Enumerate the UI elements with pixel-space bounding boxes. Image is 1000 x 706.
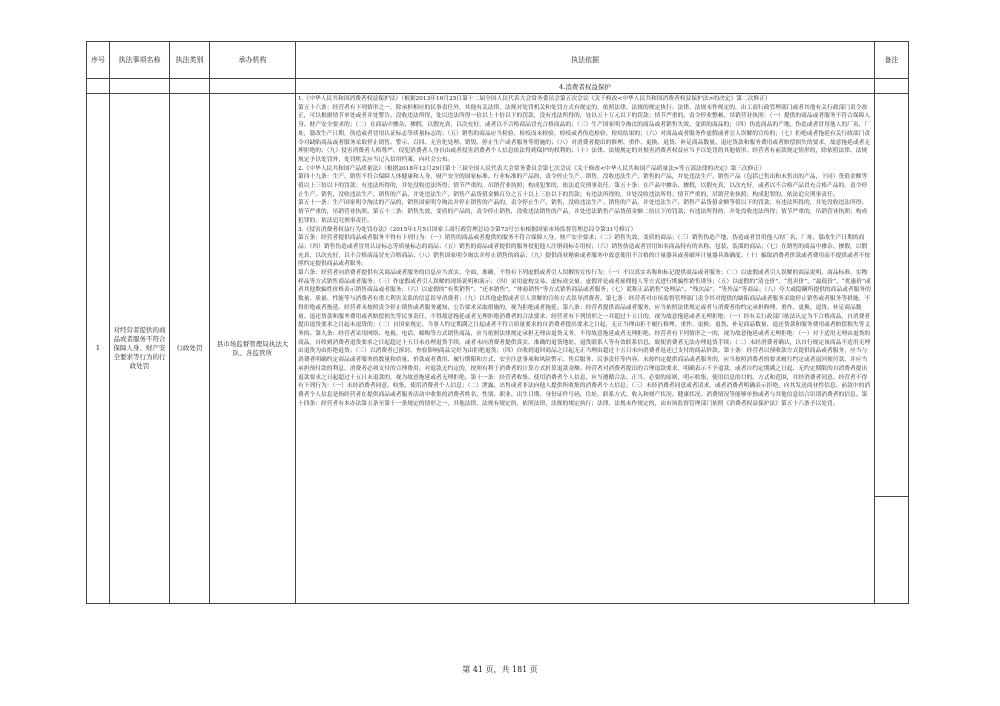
basis-paragraph: 第五十一条：生产国家明令淘汰的产品的，销售国家明令淘汰并停止销售的产品的，责令停止生产、销售，没收违法生产、销售的产品，并处违法生产、销售产品货值金额等值以下的罚款；有违法所得的，并处没收违法所得；情节严重的，吊销营业执照。第五十二条：销售失效、变质的产品的，责令停止销售，没收违法销售的产品，并处违法销售产品货值金额二倍以下的罚款；有违法所得的，并处没收违法所得；情节严重的，吊销营业执照；构成犯罪的，依法追究刑事责任。 [298, 200, 868, 224]
header-item-name: 执法事项名称 [110, 42, 170, 79]
row-basis [296, 94, 875, 604]
basis-paragraph: 第四十九条：生产、销售不符合保障人体健康和人身、财产安全的国家标准、行业标准的产品的，责令停止生产、销售，没收违法生产、销售的产品，并处违法生产、销售产品（包括已售出和未售出的产品，下同）货值金额等值以上三倍以下的罚款；有违法所得的，并处没收违法所得；情节严重的，吊销营业执照；构成犯罪的，依法追究刑事责任。第五十条：在产品中掺杂、掺假，以假充真，以次充好，或者以不合格产品冒充合格产品的，责令停止生产、销售，没收违法生产、销售的产品，并处违法生产、销售产品货值金额百分之五十以上三倍以下的罚款；有违法所得的，并处没收违法所得；情节严重的，吊销营业执照；构成犯罪的，依法追究刑事责任。 [298, 174, 868, 198]
row-category: 行政处罚 [170, 94, 210, 604]
basis-paragraph: 第五十六条：经营者有下列情形之一，除承担相应的民事责任外，其他有关法律、法规对处罚机关和处罚方式有规定的，依照法律、法规的规定执行；法律、法规未作规定的，由工商行政管理部门或者其他有关行政部门责令改正，可以根据情节单处或者并处警告、没收违法所得、处以违法所得一倍以上十倍以下的罚款，没有违法所得的，处以五十万元以下的罚款；情节严重的，责令停业整顿、吊销营业执照：（一）提供的商品或者服务不符合保障人身、财产安全要求的；（二）在商品中掺杂、掺假，以假充真，以次充好，或者以不合格商品冒充合格商品的；（三）生产国家明令淘汰的商品或者销售失效、变质的商品的；（四）伪造商品的产地，伪造或者冒用他人的厂名、厂址，篡改生产日期，伪造或者冒用认证标志等质量标志的；（五）销售的商品应当检验、检疫而未检验、检疫或者伪造检验、检疫结果的；（六）对商品或者服务作虚假或者引人误解的宣传的；（七）拒绝或者拖延有关行政部门责令对缺陷商品或者服务采取停止销售、警示、召回、无害化处理、销毁、停止生产或者服务等措施的；（八）对消费者提出的修理、重作、更换、退货、补足商品数量、退还货款和服务费用或者赔偿损失的要求，故意拖延或者无理拒绝的；（九）侵害消费者人格尊严、侵犯消费者人身自由或者侵害消费者个人信息依法得到保护的权利的；（十）法律、法规规定的对损害消费者权益应当予以处罚的其他情形。经营者有前款规定情形的，除依照法律、法规规定予以处罚外，处罚机关应当记入信用档案，向社会公布。 [298, 104, 871, 163]
header-row [87, 42, 909, 79]
section-row [87, 79, 909, 94]
enforcement-table [86, 41, 909, 604]
page-number: 第 41 页，共 181 页 [462, 665, 538, 674]
row-agency: 县市场监督管理局执法大队、各监管所 [210, 94, 296, 604]
header-agency: 承办机构 [210, 42, 296, 79]
row-remark [875, 497, 909, 604]
row-seq: 1 [87, 94, 110, 604]
header-remark: 备注 [875, 42, 909, 79]
basis-paragraph: 第五条：经营者提供商品或者服务不得有下列行为：（一）销售的商品或者提供的服务不符合保障人身、财产安全要求；（二）销售失效、变质的商品；（三）销售伪造产地、伪造或者冒用他人的厂名、厂址、篡改生产日期的商品；（四）销售伪造或者冒用认证标志等质量标志的商品；（五）销售的商品或者提供的服务侵犯他人注册商标专用权；（六）销售伪造或者冒用知名商品特有的名称、包装、装潢的商品；（七）在销售的商品中掺杂、掺假，以假充真，以次充好，以不合格商品冒充合格商品；（八）销售国家明令淘汰并停止销售的商品；（九）提供商业秘密或者服务中故意使用不合格的计量器具或者破坏计量器具准确度；（十）骗取消费者价款或者费用而不提供或者不按照约定提供商品或者服务。 [298, 235, 871, 268]
row-remark [875, 94, 909, 497]
header-category: 执法类别 [170, 42, 210, 79]
header-seq: 序号 [87, 42, 110, 79]
basis-paragraph: 第六条：经营者向消费者提供有关商品或者服务的信息应当真实、全面、准确，不得有下列虚假或者引人误解的宣传行为：（一）不以真实名称和标记提供商品或者服务；（二）以虚假或者引人误解的商品说明、商品标准、实物样品等方式销售商品或者服务；（三）作虚假或者引人误解的现场说明和演示；（四）采用虚构交易、虚标成交量、虚假评论或者雇佣他人等方式进行欺骗性销售诱导；（五）以虚假的“清仓价”、“甩卖价”、“最低价”、“优惠价”或者其他欺骗性价格表示销售商品或者服务；（六）以虚假的“有奖销售”、“还本销售”、“体验销售”等方式销售商品或者服务；（七）谎称正品销售“处理品”、“残次品”、“等外品”等商品；（八）夸大或隐瞒所提供的商品或者服务的数量、质量、性能等与消费者有重大利害关系的信息误导消费者；（九）以其他虚假或者引人误解的宣传方式误导消费者。第七条：经营者对市场监督管理部门责令其对提供的缺陷商品或者服务采取停止销售或者服务等措施，不得拒绝或者拖延。经营者未按照责令停止销售或者服务通知、公告要求采取措施的，视为拒绝或者拖延。第八条：经营者提供商品或者服务，应当依照法律规定或者与消费者的约定承担修理、重作、更换、退货、补足商品数量、退还货款和服务费用或者赔偿损失等民事责任，不得故意拖延或者无理拒绝消费者的合法要求。经营者有下列情形之一并超过十五日的，视为故意拖延或者无理拒绝：（一）经有关行政部门依法认定为不合格商品，自消费者提出退货要求之日起未退货的；（二）自国家规定、当事人约定期满之日起或者不符合质量要求的自消费者提出要求之日起，无正当理由拒不履行修理、重作、更换、退货、补足商品数量、退还货款和服务费用或者赔偿损失等义务的。第九条：经营者采用网络、电视、电话、邮购等方式销售商品，应当依照法律规定承担无理由退货义务，不得故意拖延或者无理拒绝。经营者有下列情形之一的，视为故意拖延或者无理拒绝：（一）对于适用无理由退货的商品，自收到消费者退货要求之日起超过十五日未办理退货手续，或者未向消费者提供真实、准确的退货地址、退货联系人等有效联系信息，致使消费者无法办理退货手续；（二）未经消费者确认，以自行规定该商品不适用无理由退货为由拒绝退货；（三）以消费者已拆封、查验影响商品完好为由拒绝退货；（四）自收到退回商品之日起无正当理由超过十五日未向消费者返还已支付的商品价款。第十条：经营者以预收款方式提供商品或者服务，应当与消费者明确约定商品或者服务的数量和质量、价款或者费用、履行期限和方式、安全注意事项和风险警示、售后服务、民事责任等内容。未按约定提供商品或者服务的，应当按照消费者的要求履行约定或者退回预付款，并应当承担预付款的利息、消费者必须支付的合理费用。对退款无约定的，按照有利于消费者的计算方式折算退款金额。经营者对消费者提出的合理退款要求，明确表示不予退款，或者自约定期满之日起、无约定期限的自消费者提出退款要求之日起超过十五日未退款的，视为故意拖延或者无理拒绝。第十一条：经营者收集、使用消费者个人信息，应当遵循合法、正当、必要的原则，明示收集、使用信息的目的、方式和范围，并经消费者同意。经营者不得有下列行为：（一）未经消费者同意，收集、使用消费者个人信息；（二）泄露、出售或者非法向他人提供所收集的消费者个人信息；（三）未经消费者同意或者请求，或者消费者明确表示拒绝，向其发送商业性信息。前款中的消费者个人信息是指经营者在提供商品或者服务活动中收集的消费者姓名、性别、职业、出生日期、身份证件号码、住址、联系方式、收入和财产状况、健康状况、消费情况等能够单独或者与其他信息结合识别消费者的信息。第十四条：经营者有本办法第五条至第十一条规定的情形之一，其他法律、法规有规定的，依照法律、法规的规定执行；法律、法规未作规定的，由市场监督管理部门依照《消费者权益保护法》第五十六条予以处罚。 [298, 270, 871, 407]
basis-paragraph: 2.《中华人民共和国产品质量法》（根据2018年12月29日第十三届全国人民代表大会常务委员会第七次会议《关于修改<中华人民共和国产品质量法>等五部法律的决定》第三次修正） [298, 165, 766, 172]
basis-paragraph: 3.《侵害消费者权益行为处罚办法》（2015年1月5日国家工商行政管理总局令第73号公布根据国家市场监督管理总局令第31号修订） [298, 226, 637, 233]
basis-paragraph: 1.《中华人民共和国消费者权益保护法》（根据2013年10月25日第十二届全国人民代表大会常务委员会第五次会议《关于修改<中华人民共和国消费者权益保护法>的决定》第二次修正） [298, 96, 771, 102]
row-item-name: 对经营者提供的商品或者服务不符合保障人身、财产安全要求等行为的行政处罚 [110, 94, 170, 604]
section-title: 4.消费者权益保护 [296, 79, 875, 94]
header-basis: 执法依据 [296, 42, 875, 79]
table-row [87, 94, 909, 497]
